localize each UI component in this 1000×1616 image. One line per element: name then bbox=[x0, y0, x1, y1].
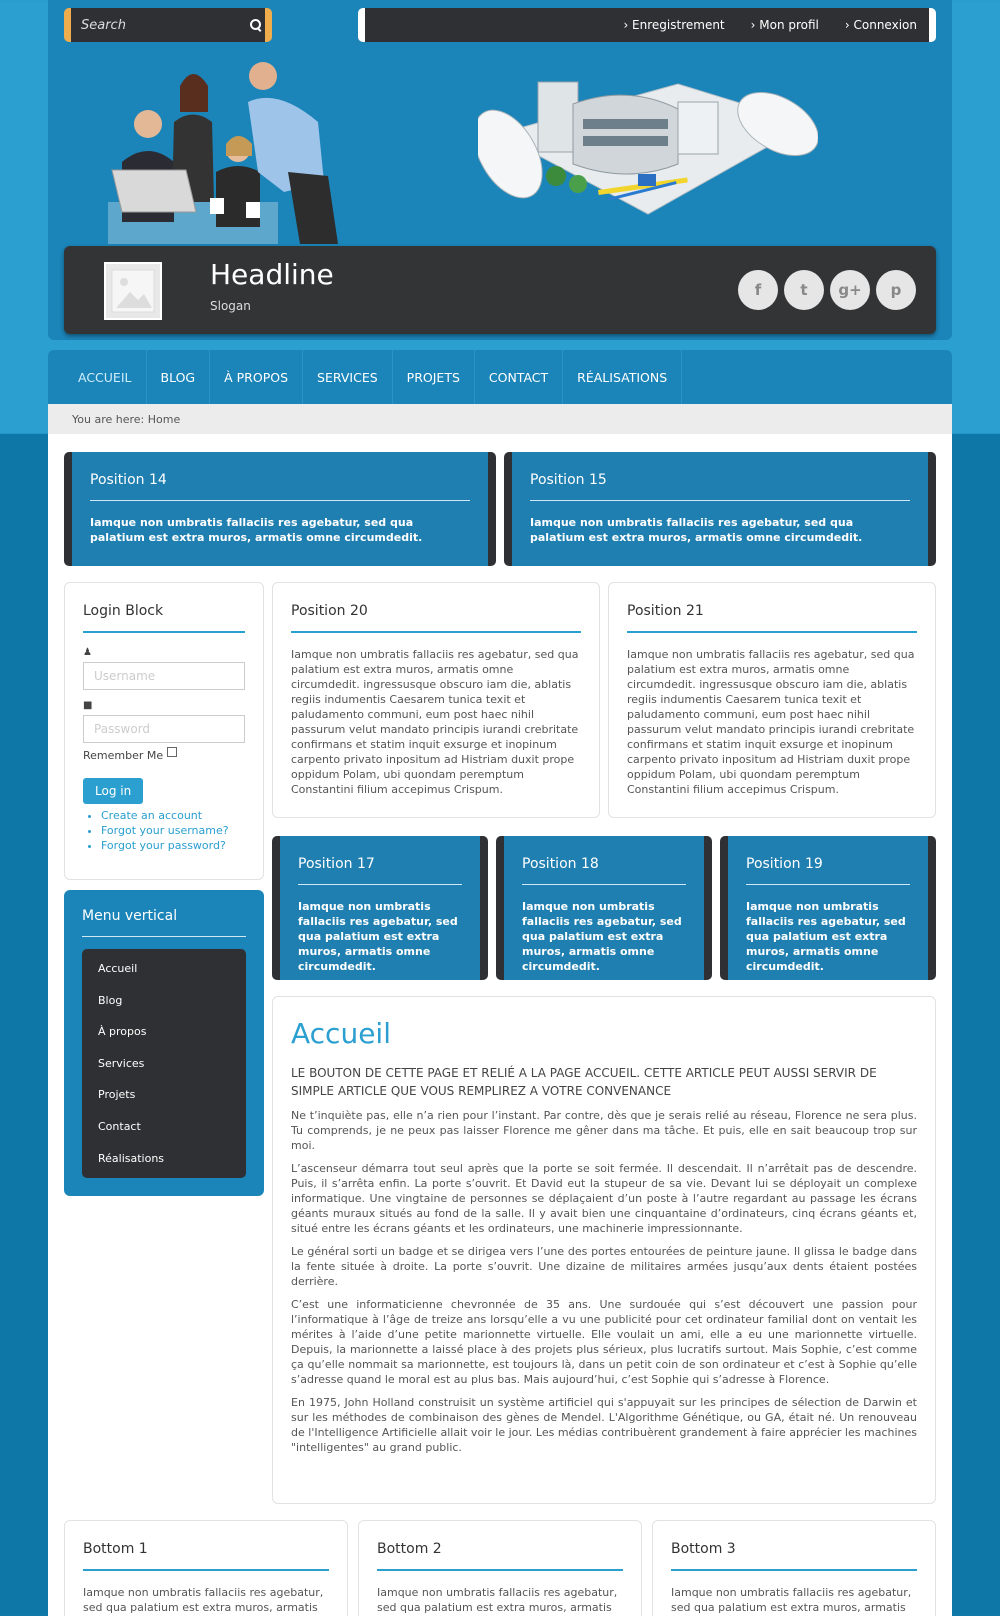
vmenu-item-realisations[interactable]: Réalisations bbox=[98, 1151, 165, 1165]
module-bottom-2 bbox=[358, 1520, 642, 1616]
vertical-menu-list bbox=[82, 949, 246, 1178]
remember-me-checkbox[interactable] bbox=[167, 747, 177, 757]
module-position-15 bbox=[504, 452, 936, 566]
user-links-bar bbox=[358, 8, 936, 42]
twitter-icon[interactable]: t bbox=[784, 270, 824, 310]
vmenu-item-contact[interactable]: Contact bbox=[98, 1119, 141, 1133]
nav-item-services[interactable]: SERVICES bbox=[303, 350, 393, 404]
login-title: Login Block bbox=[83, 603, 245, 633]
module-bottom-3 bbox=[652, 1520, 936, 1616]
module-position-18 bbox=[496, 836, 712, 980]
module-text: Iamque non umbratis fallaciis res agebatur, sed qua palatium est extra muros, armatis omne circumdedit. bbox=[522, 900, 682, 973]
article-paragraph: C’est une informaticienne chevronnée de 35 ans. Une surdouée qui s’est découvert une passion pour l’informatique à l’âge de treize ans lorsqu’elle a vu une publicité pour cet ordinateur familial dont on ventait les mérites à l’aide d’une petite marionnette virtuelle. Elle voulait un ami, elle a eu une marionnette virtuelle. Depuis, la marionnette a laissé place à des projets plus sérieux, plus lucratifs surtout. Mais Sophie, c’est comme ça qu’elle nommait sa marionnette, est toujours là, dans un petit coin de son ordinateur et c’est à Sophie qu’elle s’adresse quand le moral est au plus bas. Mais aujourd’hui, c’est Sophie qui s’adresse à Florence. bbox=[291, 1298, 917, 1386]
module-text: Iamque non umbratis fallaciis res agebatur, sed qua palatium est extra muros, armatis omne circumdedit. bbox=[746, 900, 906, 973]
nav-item-projets[interactable]: PROJETS bbox=[393, 350, 475, 404]
search-input[interactable] bbox=[81, 18, 249, 33]
password-input[interactable] bbox=[83, 715, 245, 743]
module-title: Position 19 bbox=[746, 856, 910, 885]
vmenu-item-services[interactable]: Services bbox=[98, 1056, 145, 1070]
article-intro: LE BOUTON DE CETTE PAGE ET RELIÉ A LA PAGE ACCUEIL. CETTE ARTICLE PEUT AUSSI SERVIR DE SIMPLE ARTICLE QUE VOUS REMPLIREZ A VOTRE CONVENANCE bbox=[291, 1066, 877, 1098]
profile-link[interactable]: › Mon profil bbox=[750, 18, 819, 32]
vmenu-item-a-propos[interactable]: À propos bbox=[98, 1025, 147, 1039]
logo-placeholder-image[interactable] bbox=[104, 262, 162, 320]
article-paragraph: Le général sorti un badge et se dirigea vers l’une des portes entourées de peinture jaune. Il glissa le badge dans la fente située à droite. La porte s’ouvrit. Une dizaine de militaires armées jusqu’aux dents étaient postées derrière. bbox=[291, 1245, 917, 1288]
site-slogan: Slogan bbox=[210, 299, 251, 313]
module-text: Iamque non umbratis fallaciis res agebatur, sed qua palatium est extra muros, armatis bbox=[83, 1586, 324, 1614]
module-position-21 bbox=[608, 582, 936, 818]
social-icons bbox=[738, 270, 916, 310]
module-title: Position 17 bbox=[298, 856, 462, 885]
main-nav bbox=[48, 350, 952, 404]
login-link[interactable]: › Connexion bbox=[844, 18, 917, 32]
building-blueprint-image bbox=[478, 64, 818, 232]
search-icon[interactable] bbox=[249, 18, 253, 32]
module-bottom-1 bbox=[64, 1520, 348, 1616]
module-title: Position 14 bbox=[90, 472, 470, 501]
module-title: Position 21 bbox=[627, 603, 917, 633]
module-title: Position 15 bbox=[530, 472, 910, 501]
article-paragraph: L’ascenseur démarra tout seul après que la porte se soit fermée. Il descendait. Il n’arrêtait pas de descendre. Puis, il s’arrêta enfin. La porte s’ouvrit. Et David eut la stupeur de sa vie. Devant lui se déployait un complexe informatique. Une vingtaine de personnes se déplaçaient d’un poste à l’autre regardant au passage les écrans géants muraux situés au fond de la salle. Il y avait bien une cinquantaine d’ordinateurs, cinq écrans géants et, situé entre les écrans géants et les ordinateurs, une machinerie impressionnante. bbox=[291, 1162, 917, 1235]
module-position-14 bbox=[64, 452, 496, 566]
breadcrumb: You are here: Home bbox=[48, 404, 952, 434]
module-text: Iamque non umbratis fallaciis res agebatur, sed qua palatium est extra muros, armatis omne circumdedit. bbox=[90, 516, 423, 544]
article-paragraph: Ne t’inquiète pas, elle n’a rien pour l’instant. Par contre, dès que je serais relié au réseau, Florence ne sera plus. Tu comprends, je ne peux pas laisser Florence me gêner dans ma tâche. Et puis, elle en sait beaucoup trop sur moi. bbox=[291, 1109, 917, 1152]
site-headline[interactable]: Headline bbox=[210, 258, 334, 291]
vertical-menu-title: Menu vertical bbox=[82, 908, 246, 937]
create-account-link[interactable]: • Create an account bbox=[101, 808, 245, 823]
module-position-17 bbox=[272, 836, 488, 980]
image-placeholder-icon bbox=[106, 264, 160, 318]
module-text: Iamque non umbratis fallaciis res agebatur, sed qua palatium est extra muros, armatis omne circumdedit. ingressusque obscuro iam die, ablatis regiis indumentis Caesarem tunica texit et paludamento communi, eum post haec nihil passurum velut mandato principis iurandi crebritate confirmans et statim inquit exsurge et inopinum carpento privato inpositum ad Histriam duxit prope oppidum Polam, ubi quondam peremptum Constantini filium accepimus Crispum. bbox=[291, 648, 579, 796]
brand-bar bbox=[64, 246, 936, 334]
remember-me-label: Remember Me bbox=[83, 749, 164, 762]
vertical-menu bbox=[64, 890, 264, 1196]
vmenu-item-accueil[interactable]: Accueil bbox=[98, 962, 138, 975]
article-paragraph: En 1975, John Holland construisit un système artificiel qui s'appuyait sur les principes de sélection de Darwin et sur les méthodes de combinaison des gènes de Mendel. L'Algorithme Génétique, ou GA, était né. Un renouveau de l'Intelligence Artificielle allait voir le jour. Les médias contribuèrent grandement à faire apprécier les machines "intelligentes" au grand public. bbox=[291, 1396, 917, 1454]
remember-me-row bbox=[83, 749, 245, 762]
forgot-username-link[interactable]: • Forgot your username? bbox=[101, 823, 245, 838]
business-people-image bbox=[88, 52, 348, 244]
nav-item-blog[interactable]: BLOG bbox=[147, 350, 211, 404]
nav-item-accueil[interactable]: ACCUEIL bbox=[64, 350, 147, 404]
module-text: Iamque non umbratis fallaciis res agebatur, sed qua palatium est extra muros, armatis bbox=[377, 1586, 618, 1614]
search-box bbox=[64, 8, 272, 42]
pinterest-icon[interactable]: p bbox=[876, 270, 916, 310]
article-accueil bbox=[272, 996, 936, 1504]
nav-item-realisations[interactable]: RÉALISATIONS bbox=[563, 350, 682, 404]
username-input[interactable] bbox=[83, 662, 245, 690]
module-text: Iamque non umbratis fallaciis res agebatur, sed qua palatium est extra muros, armatis omne circumdedit. bbox=[530, 516, 863, 544]
nav-item-contact[interactable]: CONTACT bbox=[475, 350, 563, 404]
module-title: Bottom 3 bbox=[671, 1541, 917, 1571]
register-link[interactable]: › Enregistrement bbox=[623, 18, 725, 32]
module-text: Iamque non umbratis fallaciis res agebatur, sed qua palatium est extra muros, armatis omne circumdedit. ingressusque obscuro iam die, ablatis regiis indumentis Caesarem tunica texit et paludamento communi, eum post haec nihil passurum velut mandato principis iurandi crebritate confirmans et statim inquit exsurge et inopinum carpento privato inpositum ad Histriam duxit prope oppidum Polam, ubi quondam peremptum Constantini filium accepimus Crispum. bbox=[627, 648, 915, 796]
vmenu-item-projets[interactable]: Projets bbox=[98, 1088, 136, 1102]
module-text: Iamque non umbratis fallaciis res agebatur, sed qua palatium est extra muros, armatis bbox=[671, 1586, 912, 1614]
site-header bbox=[48, 0, 952, 340]
lock-icon: ■ bbox=[83, 700, 93, 711]
vmenu-item-blog[interactable]: Blog bbox=[98, 993, 123, 1007]
google-plus-icon[interactable]: g+ bbox=[830, 270, 870, 310]
main-content bbox=[48, 434, 952, 1616]
module-title: Bottom 2 bbox=[377, 1541, 623, 1571]
module-text: Iamque non umbratis fallaciis res agebatur, sed qua palatium est extra muros, armatis omne circumdedit. bbox=[298, 900, 458, 973]
module-title: Position 18 bbox=[522, 856, 686, 885]
forgot-password-link[interactable]: • Forgot your password? bbox=[101, 838, 245, 853]
module-position-19 bbox=[720, 836, 936, 980]
module-title: Bottom 1 bbox=[83, 1541, 329, 1571]
module-position-20 bbox=[272, 582, 600, 818]
login-links bbox=[101, 808, 245, 853]
module-title: Position 20 bbox=[291, 603, 581, 633]
article-title: Accueil bbox=[291, 1017, 391, 1050]
user-icon: ♟ bbox=[83, 647, 92, 658]
facebook-icon[interactable]: f bbox=[738, 270, 778, 310]
nav-item-a-propos[interactable]: À PROPOS bbox=[210, 350, 303, 404]
login-block bbox=[64, 582, 264, 880]
login-button[interactable]: Log in bbox=[83, 778, 143, 804]
